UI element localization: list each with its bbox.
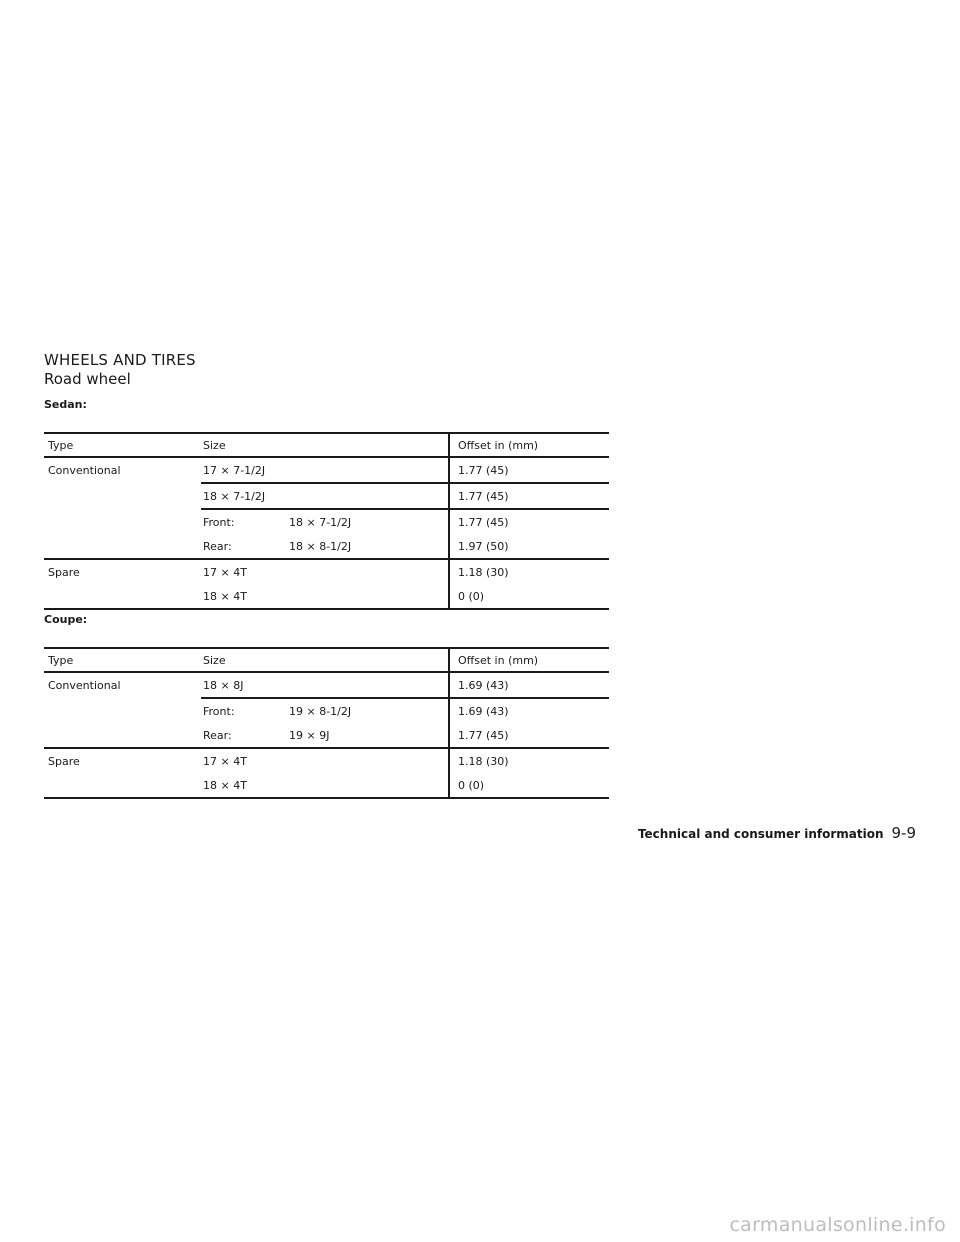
cell-type <box>44 483 201 509</box>
cell-type <box>44 723 201 748</box>
sedan-label: Sedan: <box>44 398 87 411</box>
cell-size <box>201 748 449 773</box>
cell-size <box>201 698 449 723</box>
table-row <box>44 698 609 723</box>
size-value: 18 × 8-1/2J <box>289 539 352 553</box>
cell-size <box>201 723 449 748</box>
position-label: Front: <box>203 704 235 718</box>
table-row <box>44 672 609 698</box>
sub-title: Road wheel <box>44 370 131 388</box>
table-header-row <box>44 433 609 457</box>
cell-offset: 1.18 (30) <box>449 559 609 584</box>
cell-size <box>201 773 449 798</box>
size-value: 18 × 7-1/2J <box>289 515 352 529</box>
cell-type: Spare <box>44 559 201 584</box>
sedan-wheel-table <box>44 432 609 610</box>
cell-offset: 1.77 (45) <box>449 723 609 748</box>
cell-type <box>44 584 201 609</box>
cell-type <box>44 509 201 534</box>
table-header-row <box>44 648 609 672</box>
table-row <box>44 723 609 748</box>
table-row <box>44 748 609 773</box>
size-value: 19 × 9J <box>289 728 330 742</box>
size-value: 19 × 8-1/2J <box>289 704 352 718</box>
size-value: 17 × 7-1/2J <box>203 463 266 477</box>
cell-type: Conventional <box>48 679 121 692</box>
cell-size <box>201 457 449 483</box>
cell-size <box>201 584 449 609</box>
cell-offset: 0 (0) <box>449 773 609 798</box>
cell-offset: 0 (0) <box>449 584 609 609</box>
cell-offset: 1.77 (45) <box>449 509 609 534</box>
watermark: carmanualsonline.info <box>729 1214 946 1236</box>
size-value: 17 × 4T <box>203 754 247 768</box>
cell-offset: 1.77 (45) <box>449 483 609 509</box>
cell-offset: 1.69 (43) <box>449 672 609 698</box>
cell-size <box>201 559 449 584</box>
page-footer <box>638 824 916 843</box>
cell-size <box>201 509 449 534</box>
cell-offset: 1.18 (30) <box>449 748 609 773</box>
table-row <box>44 457 609 483</box>
position-label: Rear: <box>203 728 232 742</box>
size-value: 17 × 4T <box>203 565 247 579</box>
section-title: WHEELS AND TIRES <box>44 351 196 369</box>
cell-size <box>201 483 449 509</box>
size-value: 18 × 7-1/2J <box>203 489 266 503</box>
cell-type <box>44 534 201 559</box>
table-row <box>44 559 609 584</box>
page-number: 9-9 <box>891 824 916 842</box>
header-offset: Offset in (mm) <box>449 648 609 672</box>
table-row <box>44 483 609 509</box>
chapter-title: Technical and consumer information <box>637 827 884 841</box>
cell-type <box>44 773 201 798</box>
header-size: Size <box>201 648 449 672</box>
coupe-wheel-table <box>44 647 609 799</box>
cell-size <box>201 672 449 698</box>
size-value: 18 × 8J <box>203 678 244 692</box>
header-offset: Offset in (mm) <box>449 433 609 457</box>
table-row <box>44 534 609 559</box>
size-value: 18 × 4T <box>203 589 247 603</box>
header-size: Size <box>201 433 449 457</box>
size-value: 18 × 4T <box>203 778 247 792</box>
cell-offset: 1.97 (50) <box>449 534 609 559</box>
cell-type <box>44 698 201 723</box>
cell-size <box>201 534 449 559</box>
table-row <box>44 509 609 534</box>
header-type: Type <box>44 648 201 672</box>
coupe-label: Coupe: <box>44 613 88 626</box>
table-row <box>44 773 609 798</box>
table-row <box>44 584 609 609</box>
cell-type: Conventional <box>48 464 121 477</box>
cell-offset: 1.77 (45) <box>449 457 609 483</box>
cell-offset: 1.69 (43) <box>449 698 609 723</box>
position-label: Front: <box>203 515 235 529</box>
cell-type: Spare <box>44 748 201 773</box>
position-label: Rear: <box>203 539 232 553</box>
header-type: Type <box>44 433 201 457</box>
